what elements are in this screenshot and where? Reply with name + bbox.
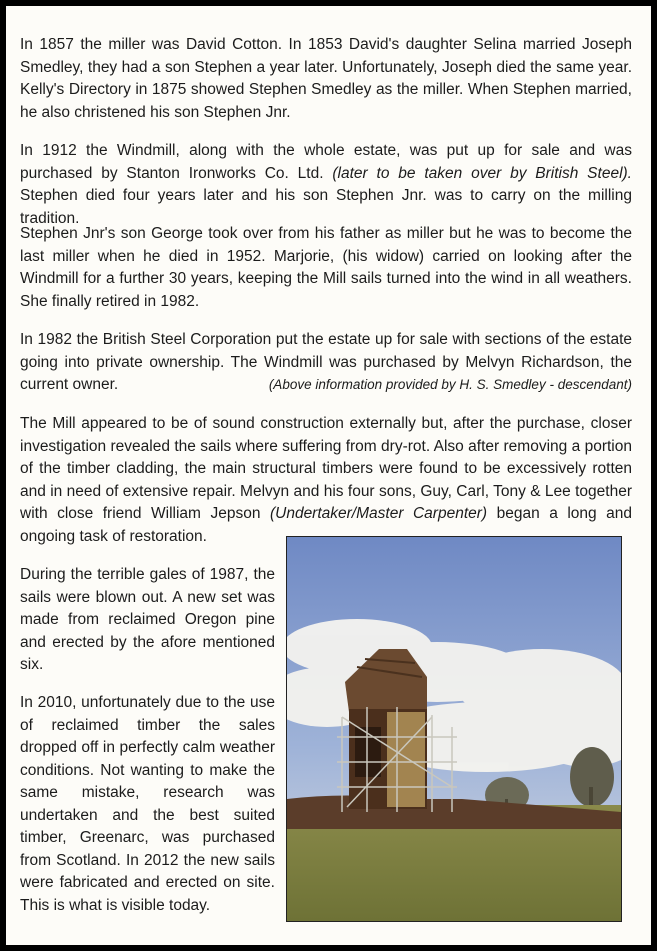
attribution-note: (Above information provided by H. S. Smedley - descendant) — [268, 377, 632, 392]
windmill-photo — [286, 536, 622, 922]
windmill-photo-image — [287, 537, 621, 921]
paragraph-1912-sale: In 1912 the Windmill, along with the whole estate, was put up for sale and was purchased by Stanton Ironworks Co. Ltd. (later to be taken over by British Steel). Stephen died four years later and his son Stephen Jnr. was to carry on the milling tradition. — [20, 142, 632, 227]
paragraph-1857-miller: In 1857 the miller was David Cotton. In 1853 David's daughter Selina married Joseph Smedley, they had a son Stephen a year later. Unfortunately, Joseph died the same year. Kelly's Directory in 1875 showed Stephen Smedley as the miller. When Stephen married, he also christened his son Stephen Jnr. — [20, 36, 632, 121]
paragraph-restoration: The Mill appeared to be of sound construction externally but, after the purchase, closer investigation revealed the sails where suffering from dry-rot. Also after removing a portion of the timber cladding, the main structural timbers were found to be excessively rotten and in need of extensive repair. Melvyn and his four sons, Guy, Carl, Tony & Lee together with close friend William Jepson (Undertaker/Master Carpenter) began a long and ongoing task of restoration. — [20, 415, 632, 545]
paragraph-1987-gales: During the terrible gales of 1987, the sails were blown out. A new set was made from reclaimed Oregon pine and erected by the afore mentioned six. — [20, 566, 275, 673]
italic-note-carpenter: (Undertaker/Master Carpenter) — [269, 505, 488, 522]
document-page — [6, 6, 651, 945]
italic-note-british-steel: (later to be taken over by British Steel). — [332, 164, 632, 182]
paragraph-2010-sails: In 2010, unfortunately due to the use of reclaimed timber the sales dropped off in perfectly calm weather conditions. Not wanting to make the same mistake, research was undertaken and the best suited timber, Greenarc, was purchased from Scotland. In 2012 the new sails were fabricated and erected on site. This is what is visible today. — [20, 694, 275, 914]
paragraph-1982-sale: In 1982 the British Steel Corporation put the estate up for sale with sections of the estate going into private ownership. The Windmill was purchased by Melvyn Richardson, the current owner. (Above information provided by H. S. Smedley - descendant) — [20, 329, 632, 397]
paragraph-george-marjorie: Stephen Jnr's son George took over from his father as miller but he was to become the last miller when he died in 1952. Marjorie, (his widow) carried on looking after the Windmill for a further 30 years, keeping the Mill sails turned into the wind in all weathers. She finally retired in 1982. — [20, 225, 632, 310]
